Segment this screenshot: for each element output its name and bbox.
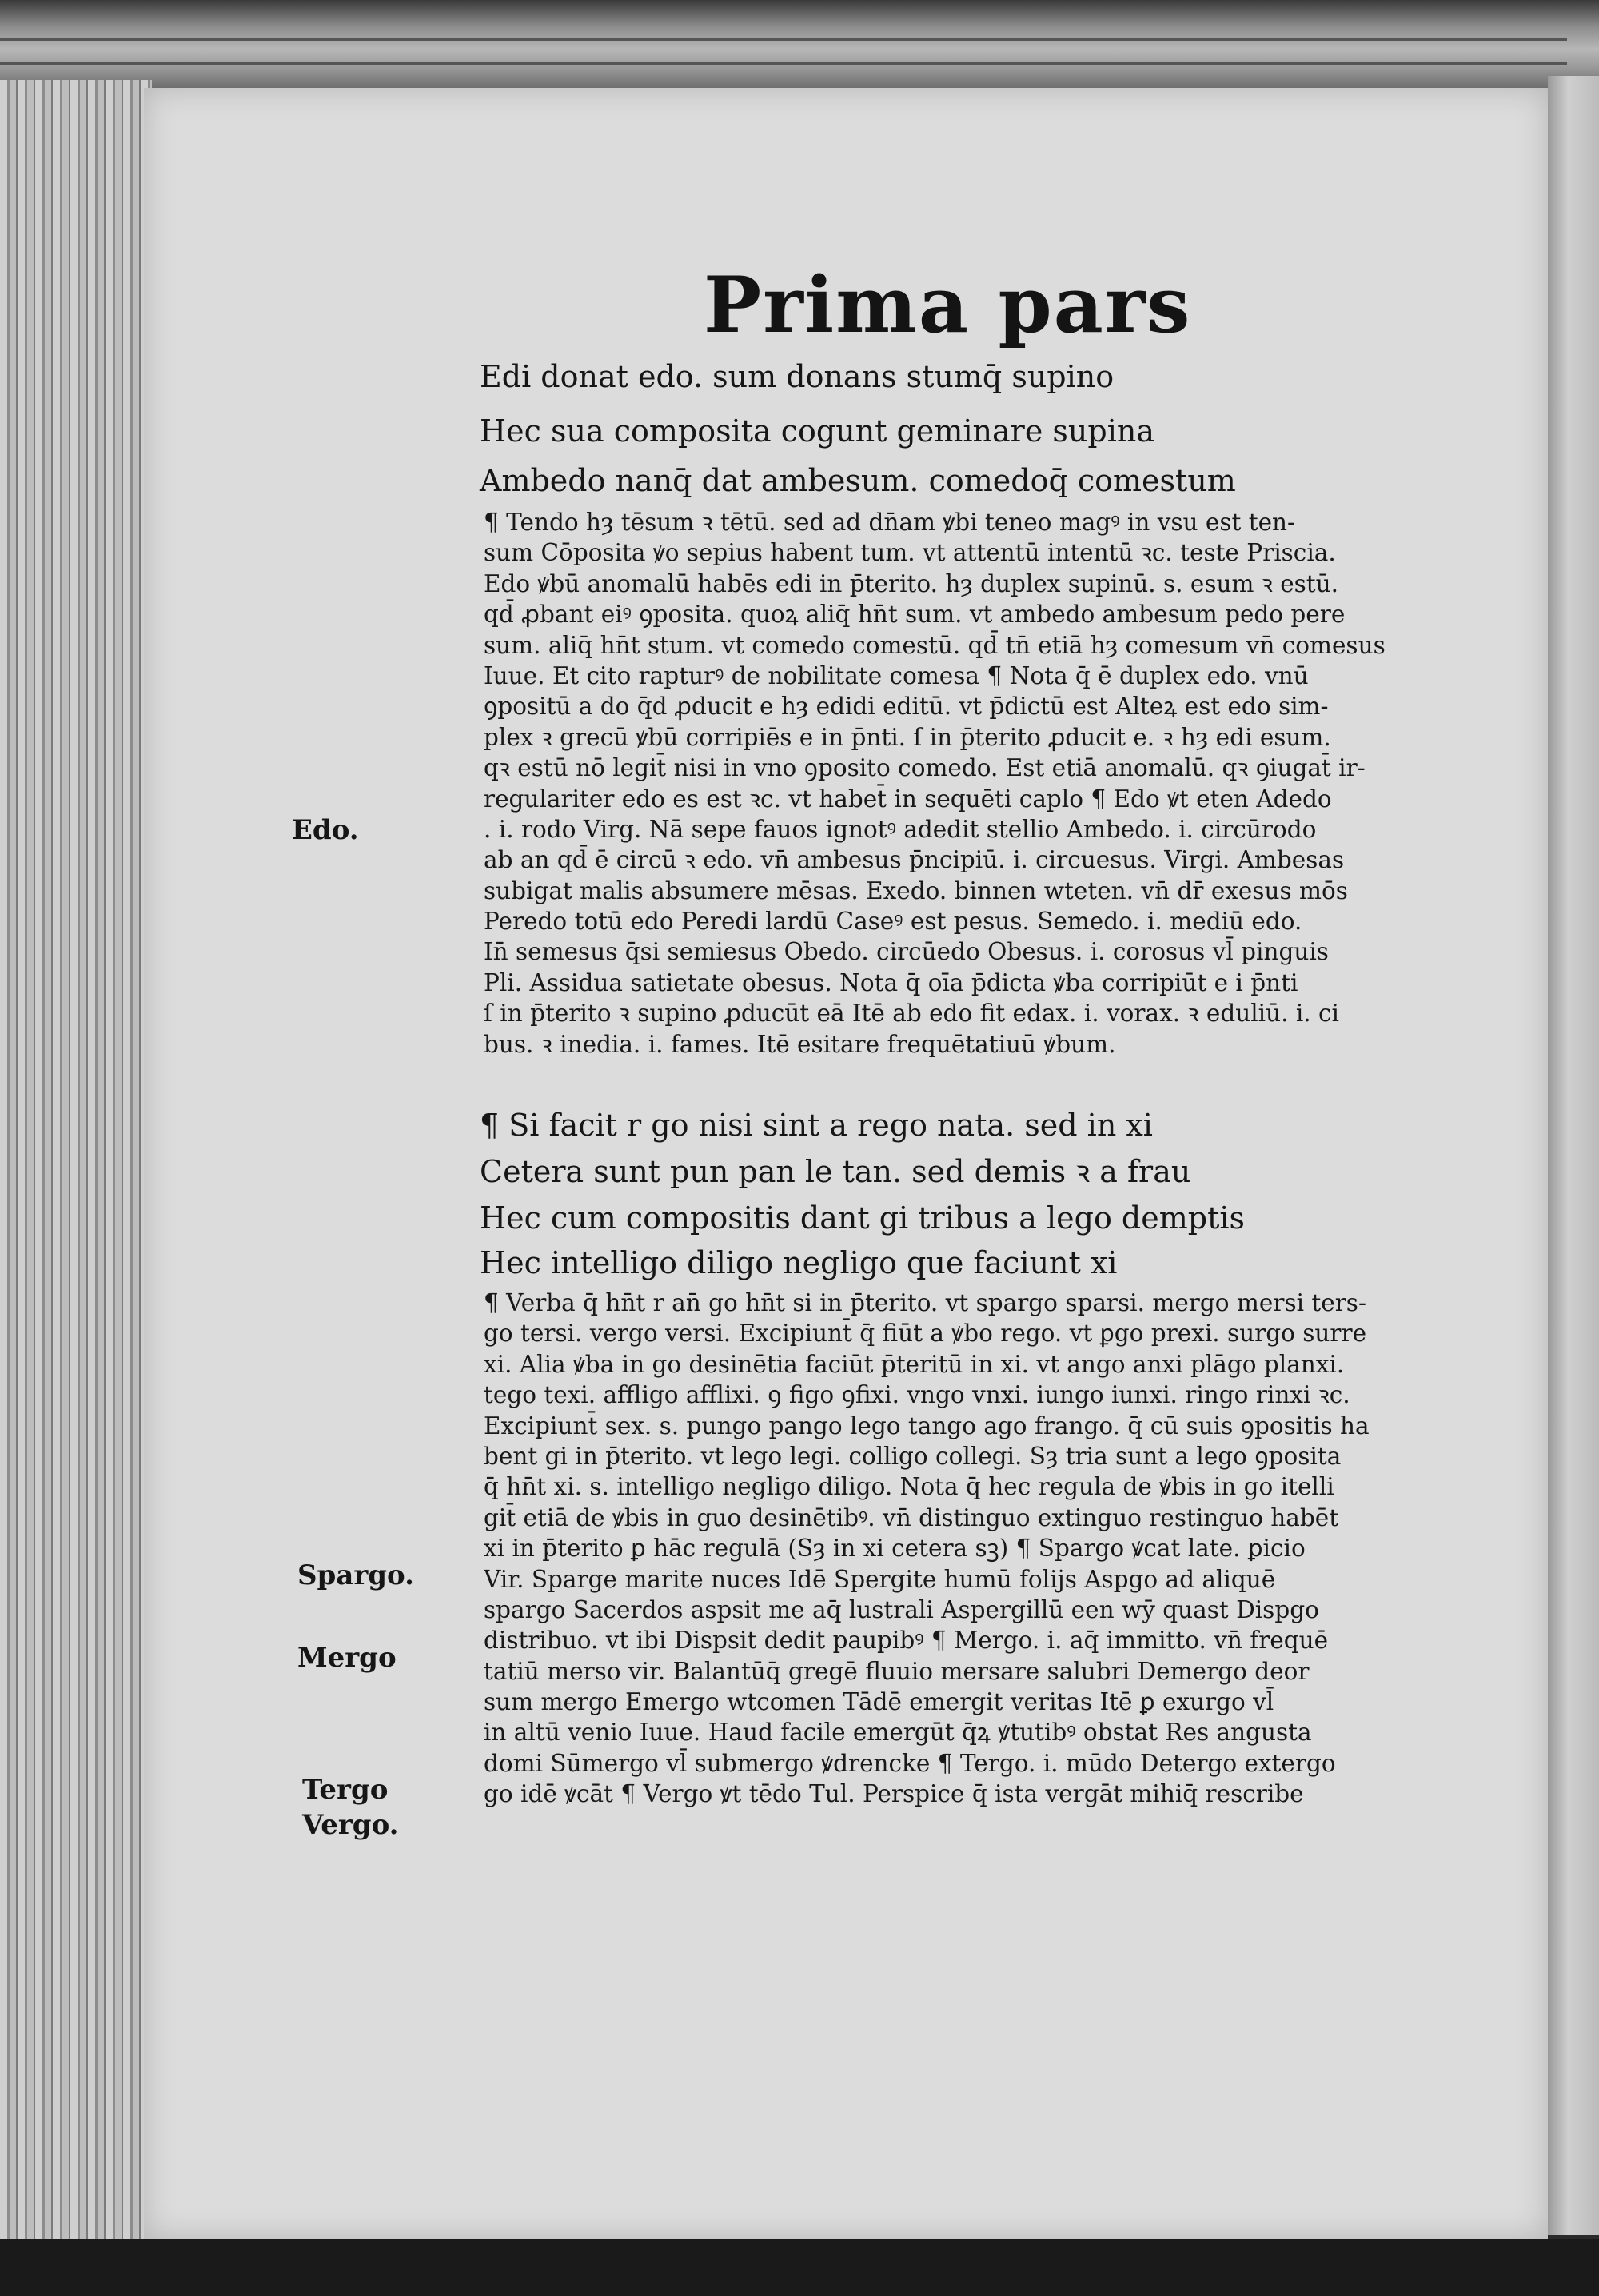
commentary-line: sum mergo Emergo wtcomen Tādē emergit veritas Itē ꝑ exurgo vl̄ <box>484 1688 1274 1716</box>
margin-note-mergo: Mergo <box>297 1642 397 1674</box>
commentary-line: tego texi. affligo afflixi. ꝯ figo ꝯfixi. vngo vnxi. iungo iunxi. ringo rinxi ꝛc. <box>484 1381 1350 1409</box>
commentary-line: ¶ Tendo hȝ tēsum ꝛ tētū. sed ad dn̄am ꝟbi teneo magꝰ in vsu est ten- <box>484 509 1296 536</box>
commentary-line: xi in p̄terito ꝑ hāc regulā (Sȝ in xi cetera sꝫ) ¶ Spargo ꝟcat late. ꝑicio <box>484 1535 1306 1563</box>
page-edge-line <box>0 62 1567 65</box>
verse-line: Ambedo nanq̄ dat ambesum. comedoq̄ comestum <box>480 463 1236 498</box>
commentary-block-2 <box>484 1288 1415 1810</box>
commentary-block-1 <box>484 507 1415 1060</box>
commentary-line: bus. ꝛ inedia. i. fames. Itē esitare frequētatiuū ꝟbum. <box>484 1030 1116 1058</box>
verse-line: Hec sua composita cogunt geminare supina <box>480 413 1154 449</box>
commentary-line: in altū venio Iuue. Haud facile emergūt q̄ꝝ ꝟtutibꝰ obstat Res angusta <box>484 1719 1312 1747</box>
commentary-line: ꝯpositū a do q̄d ꝓducit e hȝ edidi editū. vt p̄dictū est Alteꝝ est edo sim- <box>484 693 1329 721</box>
commentary-line: ſ in p̄terito ꝛ supino ꝓducūt eā Itē ab edo fit edax. i. vorax. ꝛ eduliū. i. ci <box>484 1000 1339 1028</box>
verse-line: ¶ Si facit r go nisi sint a rego nata. sed in xi <box>480 1108 1153 1143</box>
commentary-line: bent gi in p̄terito. vt lego legi. colligo collegi. Sȝ tria sunt a lego ꝯposita <box>484 1442 1342 1470</box>
running-head: Prima pars <box>704 260 1192 350</box>
commentary-line: tatiū merso vir. Balantūq̄ gregē fluuio mersare salubri Demergo deor <box>484 1657 1310 1685</box>
commentary-line: . i. rodo Virg. Nā sepe fauos ignotꝰ adedit stellio Ambedo. i. circūrodo <box>484 815 1317 843</box>
commentary-line: Iuue. Et cito rapturꝰ de nobilitate comesa ¶ Nota q̄ ē duplex edo. vnū <box>484 661 1309 689</box>
page-edge-line <box>0 38 1567 41</box>
commentary-line: ¶ Verba q̄ hn̄t r an̄ go hn̄t si in p̄terito. vt spargo sparsi. mergo mersi ters- <box>484 1289 1366 1316</box>
book-top-page-edges <box>0 0 1599 90</box>
verse-line: Hec cum compositis dant gi tribus a lego demptis <box>480 1200 1245 1236</box>
commentary-line: regulariter edo es est ꝛc. vt habet̄ in sequēti caplo ¶ Edo ꝟt eten Adedo <box>484 785 1332 813</box>
commentary-line: go tersi. vergo versi. Excipiunt̄ q̄ fiūt a ꝟbo rego. vt ꝑgo prexi. surgo surre <box>484 1320 1367 1348</box>
verse-line: Cetera sunt pun pan le tan. sed demis ꝛ a frau <box>480 1154 1191 1189</box>
commentary-line: Vir. Sparge marite nuces Idē Spergite humū folijs Aspgo ad aliquē <box>484 1565 1276 1593</box>
commentary-line: xi. Alia ꝟba in go desinētia faciūt p̄teritū in xi. vt ango anxi plāgo planxi. <box>484 1350 1345 1378</box>
commentary-line: Pli. Assidua satietate obesus. Nota q̄ oīa p̄dicta ꝟba corripiūt e i p̄nti <box>484 968 1298 996</box>
commentary-line: go idē ꝟcāt ¶ Vergo ꝟt tēdo Tul. Perspice q̄ ista vergāt mihiq̄ rescribe <box>484 1780 1304 1808</box>
margin-note-edo: Edo. <box>292 814 359 846</box>
commentary-line: spargo Sacerdos aspsit me aq̄ lustrali Aspergillū een wȳ quast Dispgo <box>484 1595 1319 1623</box>
commentary-line: qꝛ estū nō legit̄ nisi in vno ꝯposito comedo. Est etiā anomalū. qꝛ ꝯiugat̄ ir- <box>484 754 1366 782</box>
commentary-line: Edo ꝟbū anomalū habēs edi in p̄terito. hȝ duplex supinū. s. esum ꝛ estū. <box>484 569 1339 597</box>
margin-note-vergo: Vergo. <box>302 1809 399 1841</box>
margin-note-tergo: Tergo <box>302 1774 389 1806</box>
commentary-line: ab an qd̄ ē circū ꝛ edo. vn̄ ambesus p̄ncipiū. i. circuesus. Virgi. Ambesas <box>484 846 1345 874</box>
book-bottom-shadow <box>0 2239 1599 2296</box>
verse-line: Edi donat edo. sum donans stumq̄ supino <box>480 359 1115 394</box>
commentary-line: sum Cōposita ꝟo sepius habent tum. vt attentū intentū ꝛc. teste Priscia. <box>484 539 1336 567</box>
commentary-line: q̄ hn̄t xi. s. intelligo negligo diligo. Nota q̄ hec regula de ꝟbis in go itelli <box>484 1473 1334 1501</box>
commentary-line: qd̄ ꝓbant eiꝰ ꝯposita. quoꝝ aliq̄ hn̄t sum. vt ambedo ambesum pedo pere <box>484 601 1346 629</box>
facing-page-edge <box>1548 76 1599 2235</box>
margin-note-spargo: Spargo. <box>297 1559 414 1591</box>
commentary-line: domi Sūmergo vl̄ submergo ꝟdrencke ¶ Tergo. i. mūdo Detergo extergo <box>484 1749 1336 1777</box>
commentary-line: plex ꝛ grecū ꝟbū corripiēs e in p̄nti. ſ in p̄terito ꝓducit e. ꝛ hȝ edi esum. <box>484 723 1331 751</box>
verse-line: Hec intelligo diligo negligo que faciunt xi <box>480 1245 1118 1280</box>
commentary-line: distribuo. vt ibi Dispsit dedit paupibꝰ ¶ Mergo. i. aq̄ immitto. vn̄ frequē <box>484 1627 1329 1655</box>
commentary-line: Excipiunt̄ sex. s. pungo pango lego tango ago frango. q̄ cū suis ꝯpositis ha <box>484 1412 1370 1439</box>
commentary-line: sum. aliq̄ hn̄t stum. vt comedo comestū. qd̄ tn̄ etiā hȝ comesum vn̄ comesus <box>484 631 1386 659</box>
commentary-line: git̄ etiā de ꝟbis in guo desinētibꝰ. vn̄ distinguo extinguo restinguo habēt <box>484 1503 1339 1531</box>
commentary-line: In̄ semesus q̄si semiesus Obedo. circūedo Obesus. i. corosus vl̄ pinguis <box>484 938 1329 966</box>
book-left-page-edges <box>0 80 152 2239</box>
commentary-line: subigat malis absumere mēsas. Exedo. binnen wteten. vn̄ dr̄ exesus mōs <box>484 876 1348 904</box>
commentary-line: Peredo totū edo Peredi lardū Caseꝰ est pesus. Semedo. i. mediū edo. <box>484 908 1302 936</box>
